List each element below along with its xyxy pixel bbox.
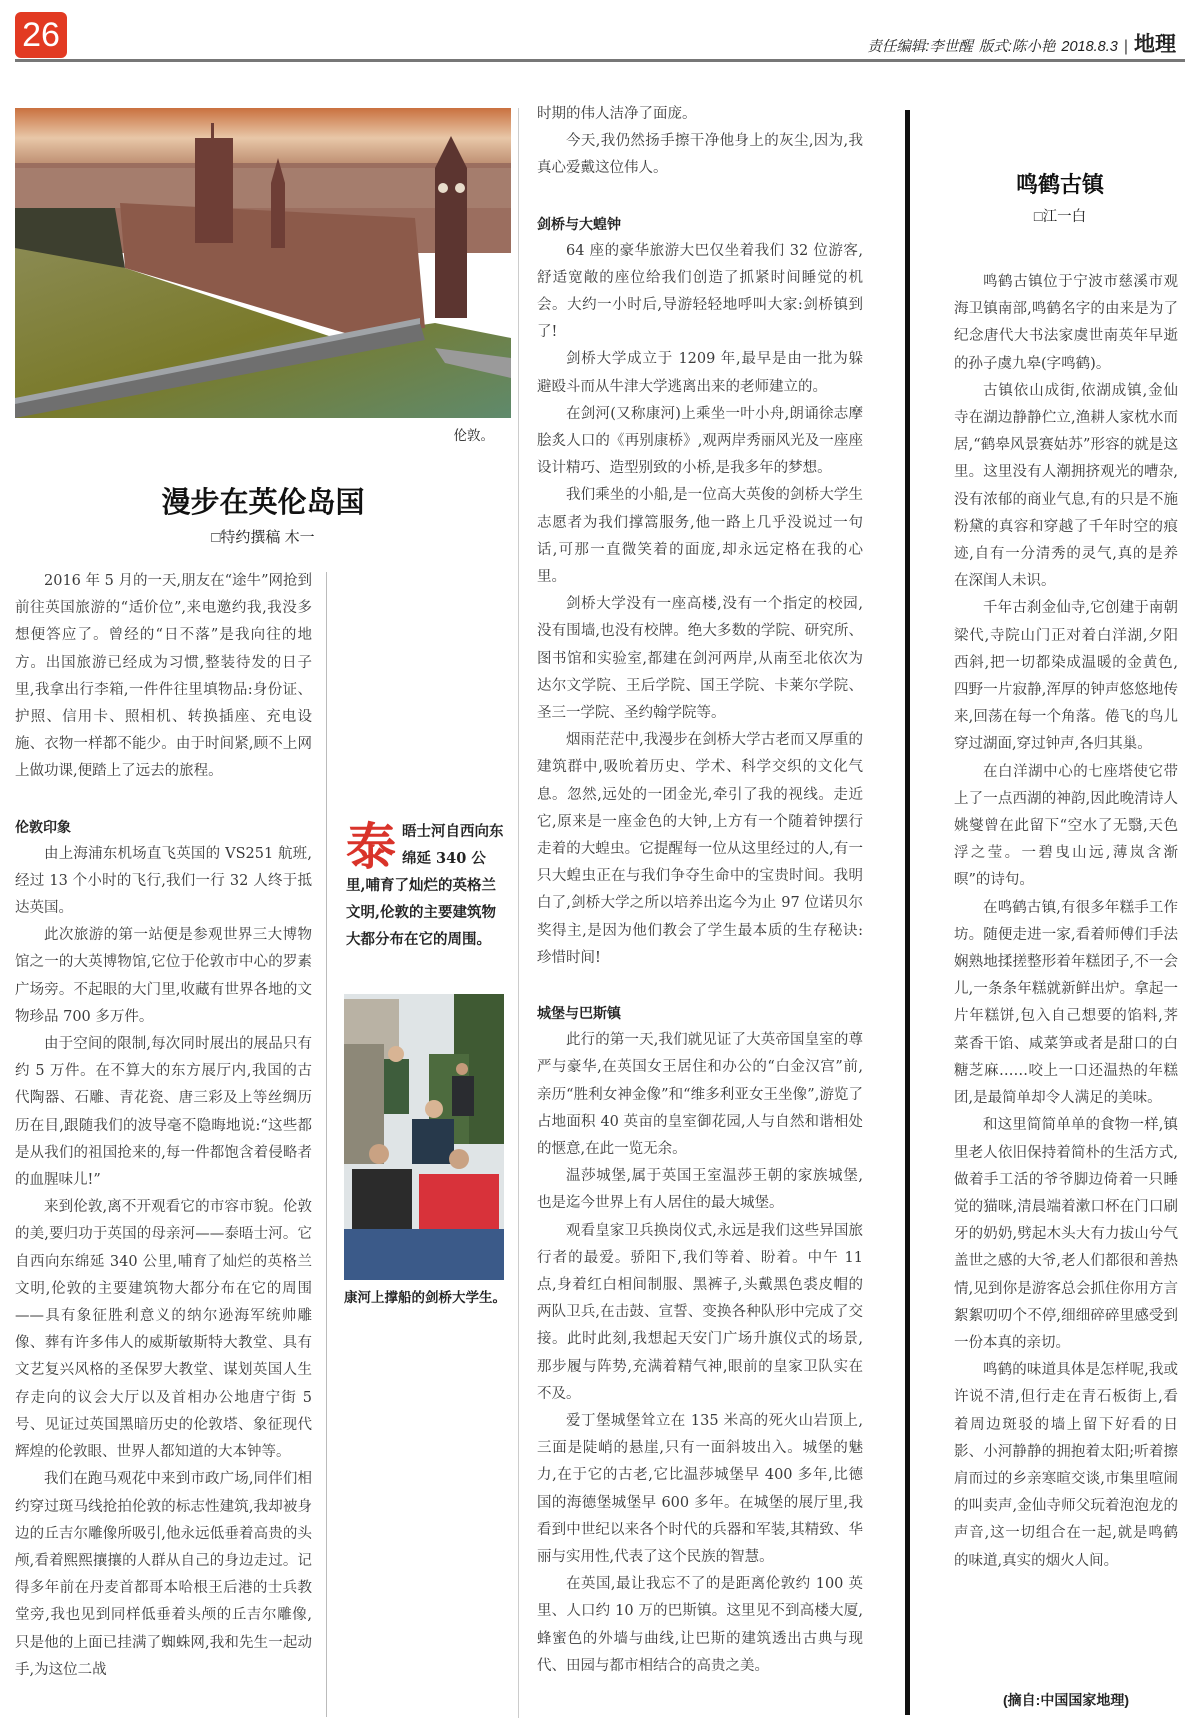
- side-article-byline: □江一白: [1033, 209, 1087, 225]
- paragraph: 古镇依山成街,依湖成镇,金仙寺在湖边静静伫立,渔耕人家枕水而居,“鹤皋风景赛姑苏”形容的就是这里。这里没有人潮拥挤观光的嘈杂,没有浓郁的商业气息,有的只是不施粉黛的真容和穿越了千年时空的痕迹,自有一分清秀的灵气,真的是养在深闺人未识。: [954, 382, 1178, 590]
- paragraph: 温莎城堡,属于英国王室温莎王朝的家族城堡,也是迄今世界上有人居住的最大城堡。: [537, 1168, 863, 1212]
- pull-quote: [346, 818, 504, 953]
- paragraph: 剑桥大学成立于 1209 年,最早是由一批为躲避殴斗而从牛津大学逃离出来的老师建立的。: [537, 351, 863, 395]
- section-heading-castles: 城堡与巴斯镇: [537, 1005, 621, 1022]
- pull-quote-dropcap: 泰: [346, 817, 396, 876]
- column-divider: [326, 572, 327, 1717]
- cambridge-photo: [344, 994, 504, 1280]
- issue-date: 2018.8.3: [1061, 39, 1118, 55]
- side-article-rule: [905, 110, 910, 1715]
- paragraph: 我们在跑马观花中来到市政广场,同伴们相约穿过斑马线抢拍伦敦的标志性建筑,我却被身边的丘吉尔雕像所吸引,他永远低垂着高贵的头颅,看着熙熙攘攘的人群从自己的身边走过。记得多年前在丹麦首都哥本哈根王后港的士兵教堂旁,我也见到同样低垂着头颅的丘吉尔雕像,只是他的上面已挂满了蜘蛛网,我和先生一起动手,为这位二战: [15, 1471, 312, 1678]
- paragraph: 在鸣鹤古镇,有很多年糕手工作坊。随便走进一家,看着师傅们手法娴熟地揉搓整形着年糕团子,不一会儿,一条条年糕就新鲜出炉。拿起一片年糕饼,包入自己想要的馅料,荠菜香干馅、咸菜笋或者是甜口的白糖芝麻……咬上一口还温热的年糕团,是最简单却令人满足的美味。: [954, 899, 1178, 1107]
- paragraph: 此行的第一天,我们就见证了大英帝国皇室的尊严与豪华,在英国女王居住和办公的“白金汉宫”前,亲历“胜利女神金像”和“维多利亚女王坐像”,游览了占地面积 40 英亩的皇室御花园,人与自然和谐相处的惬意,在此一览无余。: [537, 1032, 863, 1157]
- paragraph: 千年古刹金仙寺,它创建于南朝梁代,寺院山门正对着白洋湖,夕阳西斜,把一切都染成温暖的金黄色,四野一片寂静,浑厚的钟声悠悠地传来,回荡在每一个角落。倦飞的鸟儿穿过湖面,穿过钟声,各归其巢。: [954, 600, 1178, 753]
- editor-credit: 责任编辑:李世醒: [867, 39, 973, 55]
- header-separator: |: [1123, 38, 1128, 55]
- paragraph: 今天,我仍然扬手擦干净他身上的灰尘,因为,我真心爱戴这位伟人。: [537, 133, 863, 177]
- column-divider: [518, 108, 519, 1718]
- paragraph: 在剑河(又称康河)上乘坐一叶小舟,朗诵徐志摩脍炙人口的《再别康桥》,观两岸秀丽风光及一座座设计精巧、造型别致的小桥,是我多年的梦想。: [537, 405, 863, 477]
- pull-quote-text: 晤士河自西向东绵延 340 公里,哺育了灿烂的英格兰文明,伦敦的主要建筑物大都分布在它的周围。: [346, 823, 504, 948]
- intro-paragraph: 2016 年 5 月的一天,朋友在“途牛”网抢到前往英国旅游的“适价位”,来电邀约我,我没多想便答应了。曾经的“日不落”是我向往的地方。出国旅游已经成为习惯,整装待发的日子里,我拿出行李箱,一件件往里填物品:身份证、护照、信用卡、照相机、转换插座、充电设施、衣物一样都不能少。由于时间紧,顾不上网上做功课,便踏上了远去的旅程。: [15, 573, 312, 780]
- layout-credit: 版式:陈小艳: [978, 39, 1056, 55]
- paragraph: 来到伦敦,离不开观看它的市容市貌。伦敦的美,要归功于英国的母亲河——泰晤士河。它自西向东绵延 340 公里,哺育了灿烂的英格兰文明,伦敦的主要建筑物大都分布在它的周围——具有象征胜利意义的纳尔逊海军统帅雕像、葬有许多伟人的威斯敏斯特大教堂、具有文艺复兴风格的圣保罗大教堂、谋划英国人生存走向的议会大厅以及首相办公地唐宁街 5 号、见证过英国黑暗历史的伦敦塔、象征现代辉煌的伦敦眼、世界人都知道的大本钟等。: [15, 1199, 312, 1461]
- paragraph: 由上海浦东机场直飞英国的 VS251 航班,经过 13 个小时的飞行,我们一行 32 人终于抵达英国。: [15, 845, 312, 917]
- paragraph: 鸣鹤的味道具体是怎样呢,我或许说不清,但行走在青石板街上,看着周边斑驳的墙上留下好看的日影、小河静静的拥抱着太阳;听着擦肩而过的乡亲寒暄交谈,市集里喧闹的叫卖声,金仙寺师父玩着泡泡龙的声音,这一切组合在一起,就是鸣鹤的味道,真实的烟火人间。: [954, 1362, 1178, 1569]
- header-rule: [15, 59, 1185, 62]
- cambridge-photo-caption: 康河上撑船的剑桥大学生。: [344, 1290, 506, 1305]
- paragraph: 64 座的豪华旅游大巴仅坐着我们 32 位游客,舒适宽敞的座位给我们创造了抓紧时间睡觉的机会。大约一小时后,导游轻轻地呼叫大家:剑桥镇到了!: [537, 242, 863, 341]
- london-photo-caption: 伦敦。: [453, 428, 494, 443]
- paragraph: 爱丁堡城堡耸立在 135 米高的死火山岩顶上,三面是陡峭的悬崖,只有一面斜坡出入。城堡的魅力,在于它的古老,它比温莎城堡早 400 多年,比德国的海德堡城堡早 600 多年。在城堡的展厅里,我看到中世纪以来各个时代的兵器和军装,其精致、华丽与实用性,代表了这个民族的智慧。: [537, 1412, 863, 1565]
- paragraph: 鸣鹤古镇位于宁波市慈溪市观海卫镇南部,鸣鹤名字的由来是为了纪念唐代大书法家虞世南英年早逝的孙子虞九皋(字鸣鹤)。: [954, 274, 1178, 372]
- london-parliament-image: [15, 108, 511, 418]
- paragraph: 在英国,最让我忘不了的是距离伦敦约 100 英里、人口约 10 万的巴斯镇。这里见不到高楼大厦,蜂蜜色的外墙与曲线,让巴斯的建筑透出古典与现代、田园与都市相结合的高贵之美。: [537, 1576, 863, 1674]
- cambridge-punting-image: [344, 994, 504, 1280]
- paragraph: 和这里简简单单的食物一样,镇里老人依旧保持着简朴的生活方式,做着手工活的爷爷脚边倚着一只睡觉的猫咪,清晨端着漱口杯在门口刷牙的奶奶,劈起木头大有力拔山兮气盖世之感的大爷,老人们都很和善热情,见到你是游客总会抓住你用方言絮絮叨叨个不停,细细碎碎里感受到一份本真的亲切。: [954, 1117, 1178, 1351]
- paragraph: 观看皇家卫兵换岗仪式,永远是我们这些异国旅行者的最爱。骄阳下,我们等着、盼着。中午 11 点,身着红白相间制服、黑裤子,头戴黑色裘皮帽的两队卫兵,在击鼓、宣誓、变换各种队形中完成了交接。此时此刻,我想起天安门广场升旗仪式的场景,那步履与阵势,充满着精气神,眼前的皇家卫队实在不及。: [537, 1222, 863, 1402]
- main-article-title: 漫步在英伦岛国: [161, 485, 365, 519]
- source-note: (摘自:中国国家地理): [1003, 1692, 1129, 1708]
- paragraph: 在白洋湖中心的七座塔使它带上了一点西湖的神韵,因此晚清诗人姚燮曾在此留下“空水了无翳,天色浮之莹。一碧曳山远,薄岚含渐暝”的诗句。: [954, 763, 1178, 889]
- section-heading-london: 伦敦印象: [15, 818, 71, 835]
- paragraph: 我们乘坐的小船,是一位高大英俊的剑桥大学生志愿者为我们撑篙服务,他一路上几乎没说过一句话,可那一直微笑着的面庞,却永远定格在我的心里。: [537, 487, 863, 586]
- paragraph: 由于空间的限制,每次同时展出的展品只有约 5 万件。在不算大的东方展厅内,我国的古代陶器、石雕、青花瓷、唐三彩及上等丝绸历历在目,跟随我们的波导毫不隐晦地说:“这些都是从我们的祖国抢来的,每一件都饱含着侵略者的血腥味儿!”: [15, 1036, 312, 1189]
- left-column: [15, 568, 312, 1684]
- continued-paragraph: 时期的伟人洁净了面庞。: [537, 106, 697, 122]
- section-name: 地理: [1134, 33, 1176, 56]
- header-meta: [867, 28, 1176, 58]
- london-photo: [15, 108, 511, 418]
- section-heading-cambridge: 剑桥与大蝗钟: [537, 215, 621, 232]
- paragraph: 剑桥大学没有一座高楼,没有一个指定的校园,没有围墙,也没有校牌。绝大多数的学院、研究所、图书馆和实验室,都建在剑河两岸,从南至北依次为达尔文学院、王后学院、国王学院、卡莱尔学院、圣三一学院、圣约翰学院等。: [537, 596, 863, 722]
- main-article-byline: □特约撰稿 木一: [211, 529, 315, 546]
- side-article-title: 鸣鹤古镇: [1015, 172, 1104, 198]
- page-number-badge: 26: [15, 12, 67, 58]
- paragraph: 烟雨茫茫中,我漫步在剑桥大学古老而又厚重的建筑群中,吸吮着历史、学术、科学交织的文化气息。忽然,远处的一团金光,牵引了我的视线。走近它,原来是一座金色的大钟,上方有一个随着钟摆行走着的大蝗虫。它提醒每一位从这里经过的人,有一只大蝗虫正在与我们争夺生命中的宝贵时间。我明白了,剑桥大学之所以培养出迄今为止 97 位诺贝尔奖得主,是因为他们教会了学生最本质的生存秘诀:珍惜时间!: [537, 732, 863, 966]
- middle-column: [537, 101, 863, 1680]
- paragraph: 此次旅游的第一站便是参观世界三大博物馆之一的大英博物馆,它位于伦敦市中心的罗素广场旁。不起眼的大门里,收藏有世界各地的文物珍品 700 多万件。: [15, 927, 312, 1025]
- right-column: [954, 269, 1178, 1575]
